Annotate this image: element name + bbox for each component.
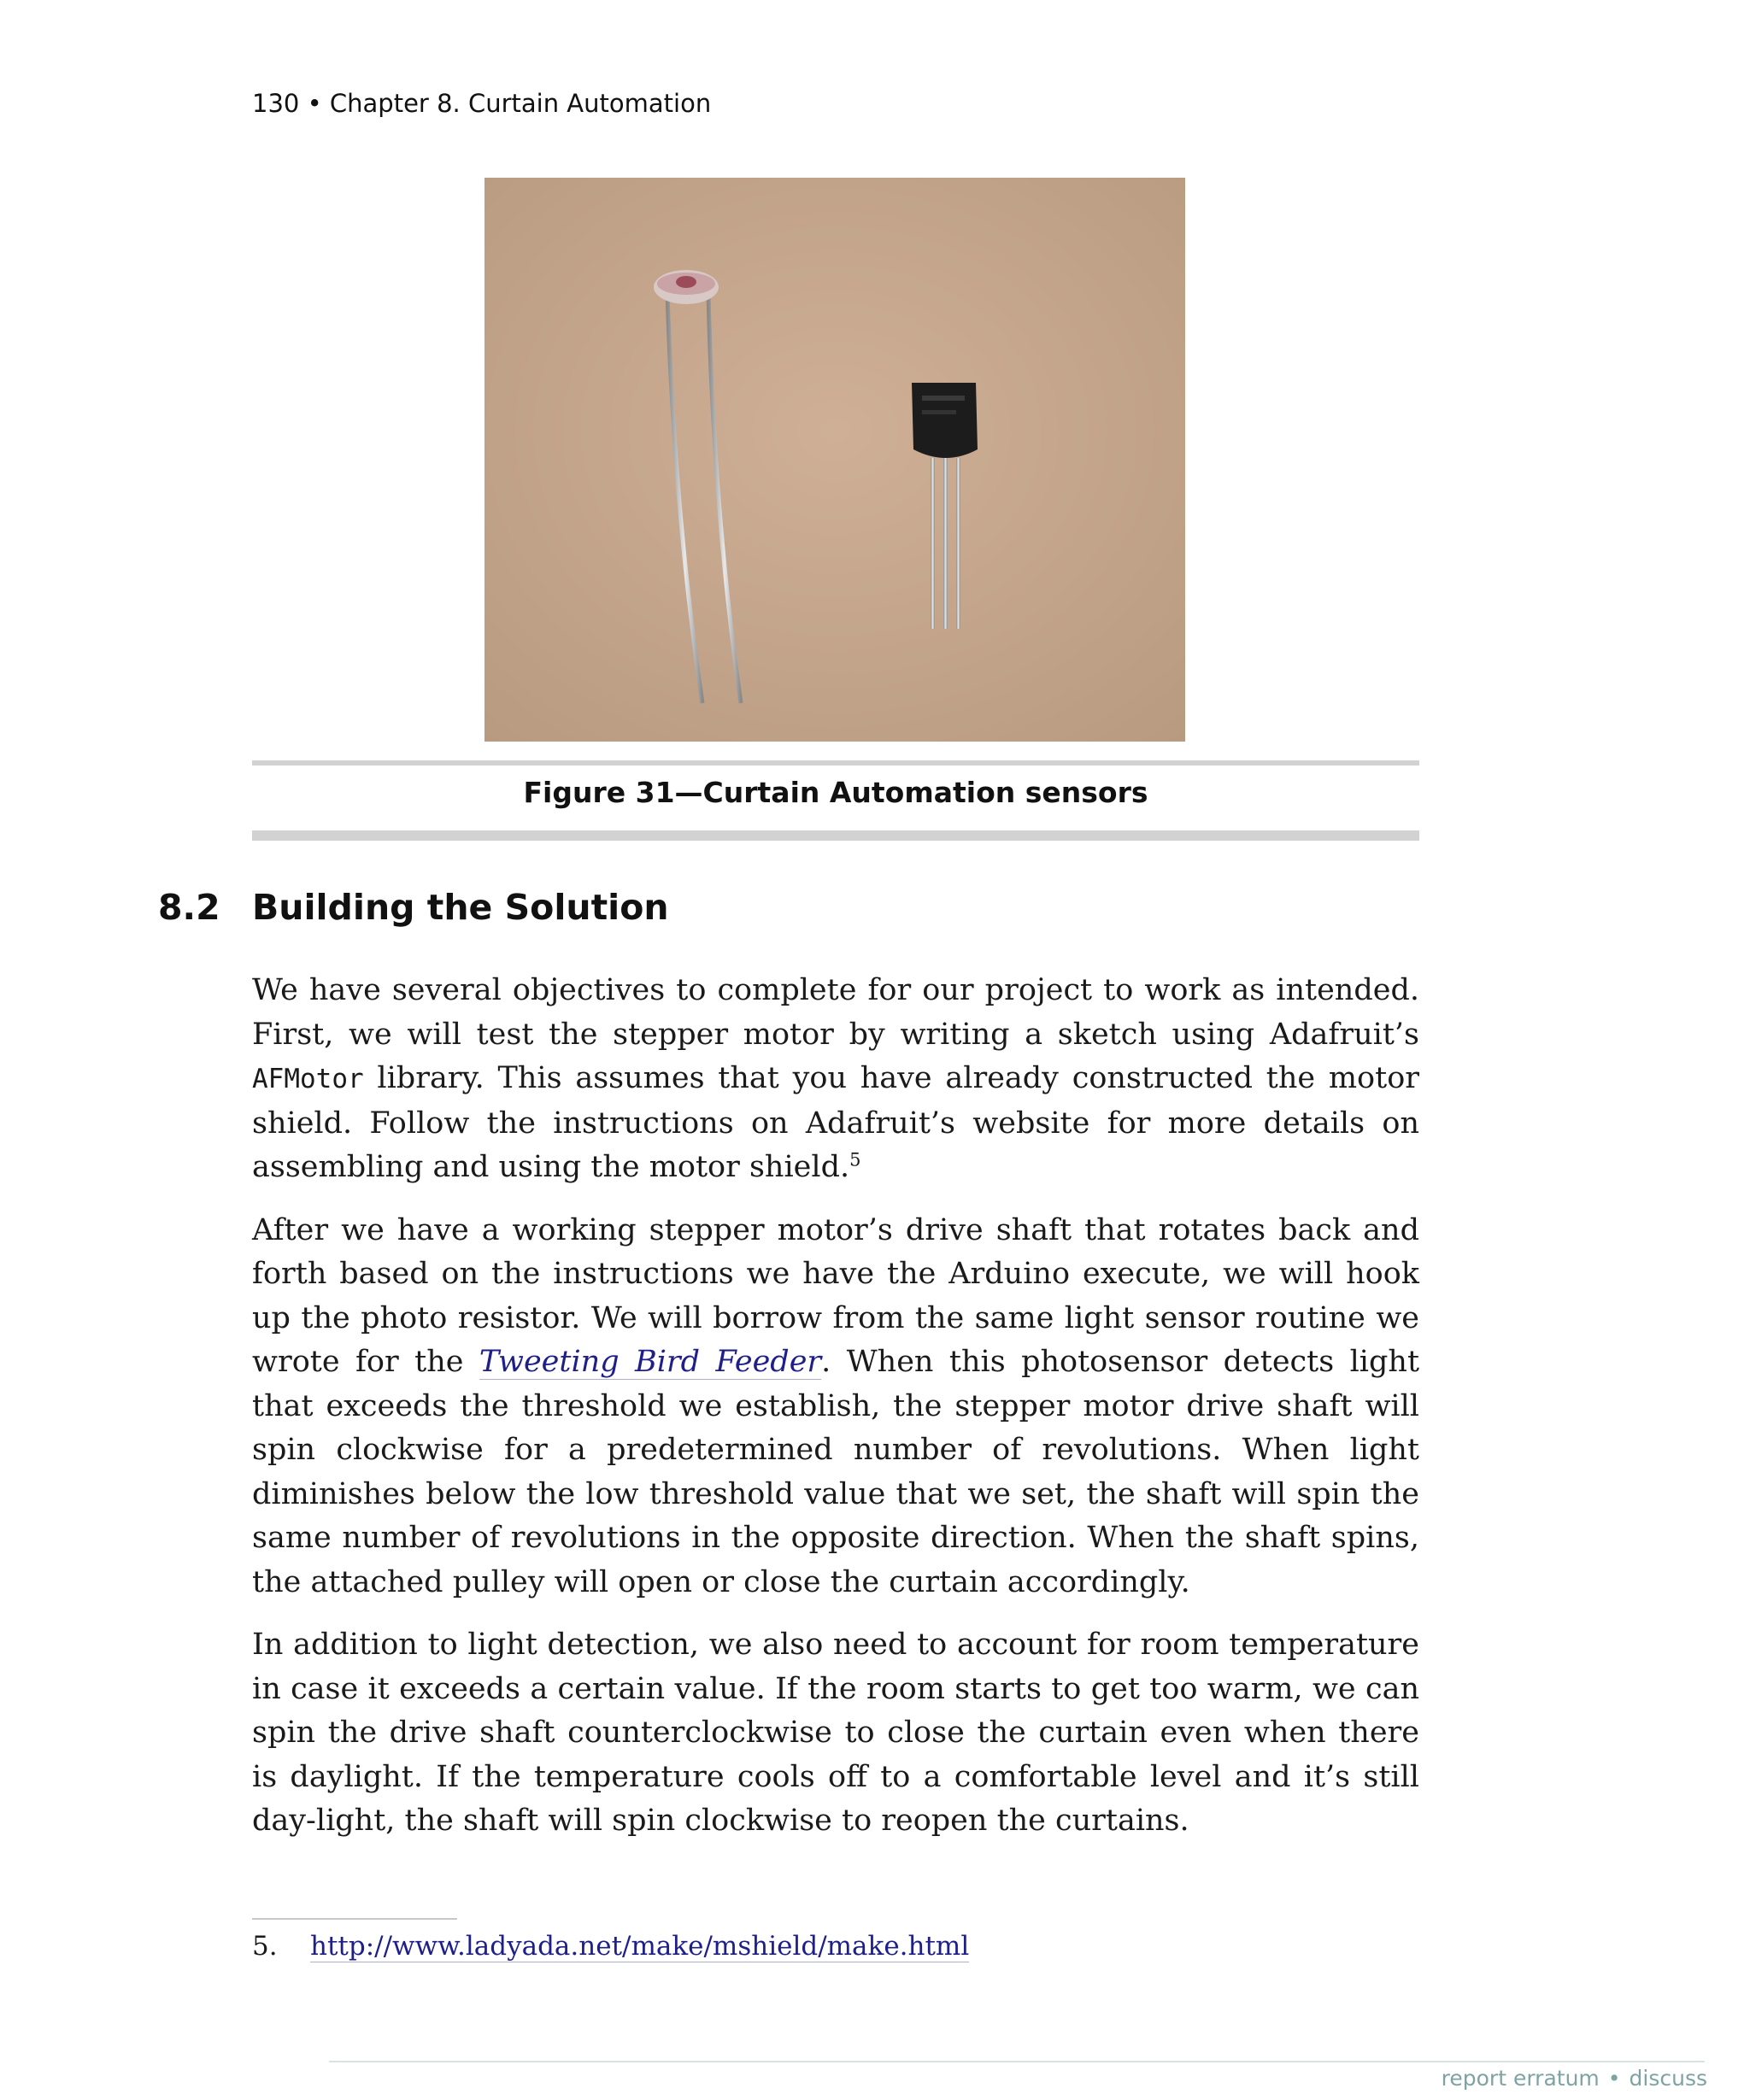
paragraph-3: In addition to light detection, we also need to account for room temperature in case it exceeds a certain value. If the room starts to get too warm, we can spin the drive shaft counterclockwise to close the curtain even when there is daylight. If the temperature cools off to a comfortable level and it’s still day-light, the shaft will spin clockwise to reopen the curtains. — [252, 1628, 1419, 1838]
footnote-ref-5[interactable]: 5 — [849, 1149, 861, 1170]
footer-links — [1442, 2066, 1707, 2091]
paragraph-1-text-a: We have several objectives to complete for our project to work as intended. First, we will test the stepper motor by writing a sketch using Adafruit’s — [252, 973, 1419, 1052]
footnote-5 — [252, 1931, 969, 1962]
section-title: Building the Solution — [252, 887, 669, 928]
paragraph-1 — [252, 969, 1419, 1190]
tweeting-bird-feeder-link[interactable]: Tweeting Bird Feeder — [479, 1345, 822, 1379]
code-afmotor: AFMotor — [252, 1064, 364, 1094]
page-number: 130 — [252, 89, 300, 118]
footer-rule — [329, 2061, 1705, 2062]
footnote-rule — [252, 1918, 457, 1920]
footer-separator: • — [1607, 2066, 1621, 2091]
header-separator: • — [307, 89, 322, 118]
figure-rule-bottom — [252, 830, 1419, 841]
body-text — [252, 969, 1419, 1862]
paragraph-2-text-a: After we have a working stepper motor’s drive shaft that rotates back and forth based on the instructions we have the Arduino execute, we will hook up the photo resistor. We will borrow from the same light sensor routine we wrote for the — [252, 1212, 1419, 1379]
figure-caption: Figure 31—Curtain Automation sensors — [523, 776, 1148, 809]
section-number: 8.2 — [158, 887, 220, 928]
paragraph-1-text-b: library. This assumes that you have already constructed the motor shield. Follow the instructions on Adafruit’s website for more details on assembling and using the motor shield. — [252, 1061, 1419, 1184]
running-header — [252, 89, 711, 118]
figure-rule-top — [252, 760, 1419, 766]
report-erratum-link[interactable]: report erratum — [1441, 2066, 1600, 2091]
chapter-title: Chapter 8. Curtain Automation — [329, 89, 712, 118]
paragraph-2 — [252, 1209, 1419, 1605]
footnote-url-link[interactable]: http://www.ladyada.net/make/mshield/make.html — [310, 1931, 970, 1962]
figure-photo — [484, 178, 1185, 742]
footnote-number: 5. — [252, 1931, 278, 1962]
paragraph-2-text-b: . When this photosensor detects light that exceeds the threshold we establish, the stepper motor drive shaft will spin clockwise for a predetermined number of revolutions. When light diminishes below the low threshold value that we set, the shaft will spin the same number of revolutions in the opposite direction. When the shaft spins, the attached pulley will open or close the curtain accordingly. — [252, 1345, 1420, 1599]
cardboard-background — [484, 178, 1185, 742]
discuss-link[interactable]: discuss — [1629, 2066, 1707, 2091]
